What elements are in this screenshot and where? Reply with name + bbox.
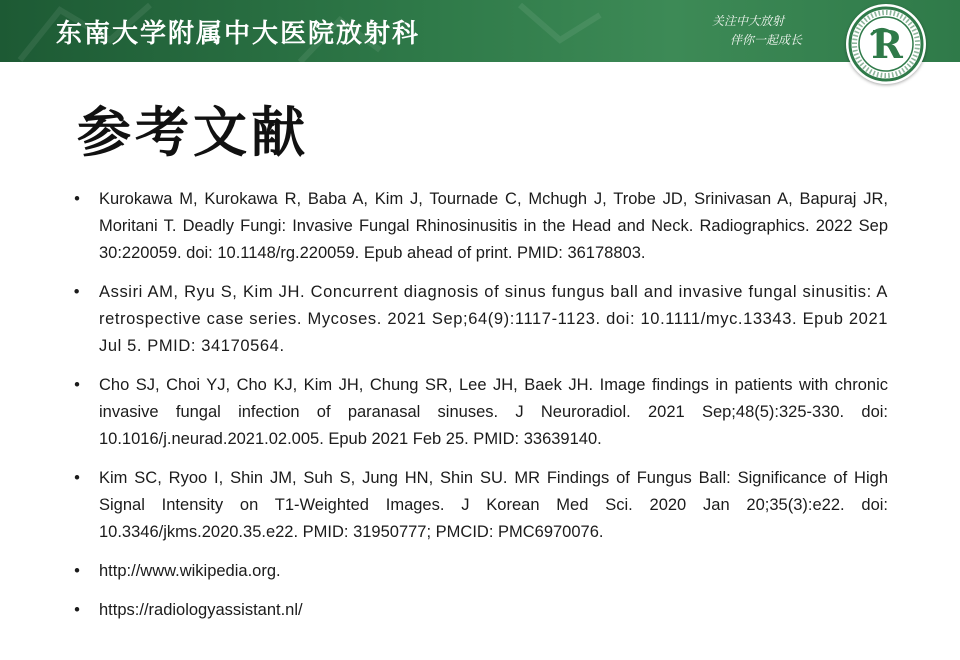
bullet-icon: • bbox=[74, 190, 80, 208]
bullet-icon: • bbox=[74, 469, 80, 487]
slogan-line-2: 伴你一起成长 bbox=[730, 33, 803, 47]
header-bar bbox=[0, 0, 960, 62]
reference-link[interactable]: http://www.wikipedia.org. bbox=[99, 562, 281, 580]
slogan-line-1: 关注中大放射 bbox=[712, 14, 785, 28]
reference-item bbox=[72, 186, 888, 267]
bullet-icon: • bbox=[73, 283, 81, 301]
reference-text: Cho SJ, Choi YJ, Cho KJ, Kim JH, Chung SR, Lee JH, Baek JH. Image findings in patients with chronic invasive fungal infection of paranasal sinuses. J Neuroradiol. 2021 Sep;48(5):325-330. doi: 10.1016/j.neurad.2021.02.005. Epub 2021 Feb 25. PMID: 33639140. bbox=[99, 376, 888, 448]
page-title: 参考文献 bbox=[77, 101, 309, 164]
reference-text: Kim SC, Ryoo I, Shin JM, Suh S, Jung HN, Shin SU. MR Findings of Fungus Ball: Significance of High Signal Intensity on T1-Weighted Images. J Korean Med Sci. 2020 Jan 20;35(3):e22. doi: 10.3346/jkms.2020.35.e22. PMID: 31950777; PMCID: PMC6970076. bbox=[99, 469, 888, 541]
reference-item bbox=[72, 279, 888, 360]
reference-item bbox=[72, 597, 888, 624]
reference-text: Kurokawa M, Kurokawa R, Baba A, Kim J, Tournade C, Mchugh J, Trobe JD, Srinivasan A, Bapuraj JR, Moritani T. Deadly Fungi: Invasive Fungal Rhinosinusitis in the Head and Neck. Radiographics. 2022 Sep 30:220059. doi: 10.1148/rg.220059. Epub ahead of print. PMID: 36178803. bbox=[99, 190, 888, 262]
bullet-icon: • bbox=[74, 376, 80, 394]
reference-item bbox=[72, 372, 888, 453]
bullet-icon: • bbox=[74, 562, 80, 580]
hospital-logo bbox=[846, 4, 926, 84]
reference-item bbox=[72, 558, 888, 585]
logo-letter-icon: R bbox=[871, 22, 903, 67]
bullet-icon: • bbox=[74, 601, 80, 619]
department-title: 东南大学附属中大医院放射科 bbox=[56, 19, 421, 49]
reference-item bbox=[72, 465, 888, 546]
reference-link[interactable]: https://radiologyassistant.nl/ bbox=[99, 601, 303, 619]
slogan bbox=[712, 12, 802, 50]
reference-list bbox=[72, 186, 888, 636]
reference-text: Assiri AM, Ryu S, Kim JH. Concurrent diagnosis of sinus fungus ball and invasive fungal sinusitis: A retrospective case series. Mycoses. 2021 Sep;64(9):1117-1123. doi: 10.1111/myc.13343. Epub 2021 Jul 5. PMID: 34170564. bbox=[99, 283, 888, 355]
